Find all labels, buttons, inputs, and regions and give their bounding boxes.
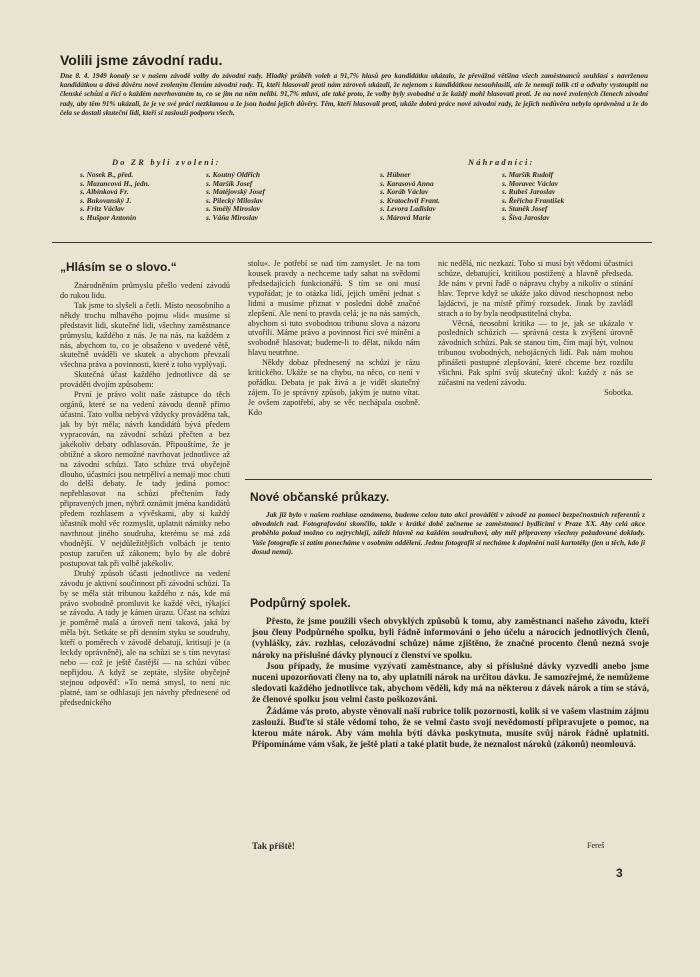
page-number: 3 — [616, 866, 623, 880]
id-cards-article-text: Jak již bylo v našem rozhlase oznámeno, budeme celou tuto akci prováděti v závodě za pomoci bezpečnostních referentů z obvodních rad. Fotografování skončilo, takže v krátké době začneme se zaměstnanci bydlícími v Praze XX. Aby celá akce proběhla pokud možno co nejrychleji, záleží hlavně na každém soudruhovi, aby měl připraveny všechny požadované doklady. Vaše fotografie si zatím ponecháme v osobním oddělení. Jednu fotografii si necháme k doplnění naší kartotéky (jen u těch, kdo ji dosud nemá). — [252, 510, 645, 556]
speech-column-c — [438, 259, 633, 398]
paragraph: Někdy dobaz přednesený na schůzi je rázu kritického. Ukáže se na chybu, na něco, co není v pořádku. Debata je pak živá a je vidět skutečný zájem. To je správný způsob, jakým je nutno vítat. Je ovšem zapotřebí, aby se věc nechápala osobně. Kdo — [248, 358, 420, 417]
substitutes-label: Náhradníci: — [468, 158, 535, 167]
section-divider — [52, 242, 652, 243]
paragraph: Druhý způsob účasti jednotlivce na vedení závodu je aktivní součinnost při závodní schůzi. Ta by se měla stát tribunou každého z nás, kde má právo svobodně promluvit ke každé věci, týkající se závodu. A tady je kámen úrazu. Účast na schůzi je poměrně malá a úroveň není taková, jaká by měla být. Setkáte se při denním styku se soudruhy, kteří o poměrech v závodě debatují, kritisují je (a leckdy oprávněně), ale na schůzi se s tím nevytasí nebo — což je ještě častější — na schůzi vůbec nepřijdou. A když se zeptáte, slyšíte obyčejně stejnou odpověď: »To nemá smysl, to není nic platné, tam se odhlasují jen návrhy přednesené od předsednického — [60, 568, 230, 707]
author-signature: Sobotka. — [604, 387, 633, 397]
list-item: s. Márová Marie — [380, 212, 431, 222]
list-item: s. Hušpor Antonín — [80, 212, 137, 222]
id-cards-article-title: Nové občanské průkazy. — [250, 490, 390, 504]
section-divider — [245, 479, 652, 480]
paragraph: Žádáme vás proto, abyste věnovali naší rubrice tolik pozornosti, kolik si ve vašem vlastním zájmu zaslouží. Buďte si stále vědomi toho, že se velmi často svojí nevědomostí připravujete o pomoc, na kterou máte nárok. Aby vám mohla býti dávka poskytnuta, musíte svůj nárok řádně uplatniti. Připomínáme vám však, že ještě platí a také platit bude, že neznalost nároků (zákonů) neomlouvá. — [252, 705, 649, 750]
list-item: s. Pilecký Miloslav — [206, 195, 263, 205]
list-item: s. Váňa Miroslav — [206, 212, 258, 222]
list-item: s. Maršík Rudolf — [502, 170, 554, 179]
paragraph: Věcná, neosobní kritika — to je, jak se ukázalo v posledních schůzích — správná cesta k zvýšení úrovně závodních schůzí. Pak se stanou tím, čím mají být, volnou tribunou svobodných, nebojácných lidí. Pak nám mohou přinášeti postupné zlepšování, které chceme bez rozdílu všichni. Pak splní svůj skutečný úkol: každý z nás se zúčastní na vedení závodu. — [438, 318, 633, 388]
list-item: s. Šíva Jaroslav — [502, 212, 550, 222]
support-society-title: Podpůrný spolek. — [250, 596, 351, 610]
elected-label: Do ZR byli zvoleni: — [112, 158, 221, 167]
list-item: s. Koutný Oldřich — [206, 170, 261, 179]
author-signature: Fereš — [587, 841, 605, 850]
list-item: s. Maršík Josef — [206, 178, 253, 188]
list-item: s. Staněk Josef — [502, 204, 548, 214]
election-article-intro: Dne 8. 4. 1949 konaly se v našem závodě volby do závodní rady. Hladký průběh voleb a 91,7% hlasů pro kandidátku ukázalo, že převážná většina všech zaměstnanců souhlasí s navrženou kandidátkou a dává důvěru nově zvoleným členům závodní rady. Ti, kteří hlasovali proti nám zároveň ukázali, že nejenom s kandidátkou nesouhlasili, ale že nemají tolik cti a odvahy vystoupiti na členské schůzi a říci o každém navrhovaném to, co se jim na něm nelíbí. 91,7% mluví, ale také proto, že volby byly svobodné a že každý mohl hlasovati proti. Je na nově zvolených členech závodní rady, aby těm 91% ukázali, že je ve své práci nezklamou a že jsou hodni jejich důvěry. Těm, kteří hlasovali proti, ukáže dobrá práce nové závodní rady, že jejich nedůvěra nebyla oprávněná a že do čela se dostali skuteční lidi, kteří si zaslouží podporu všech. — [60, 72, 648, 117]
paragraph: Skutečná účast každého jednotlivce dá se prováděti dvojím způsobem: — [60, 370, 230, 390]
paragraph: Tak jsme to slyšeli a četli. Místo neosobního a někdy trochu mlhavého pojmu »lid« musíme si představit lidi, skutečné lidi, všechny zaměstnance průmyslu, každého z nás. Je na nás, na každém z nás, abychom to, co je obsaženo v uvedené větě, skutečně uváděli ve skutek a abychom převzali všechna práva a povinnosti, které z toho vyplývají. — [60, 300, 230, 370]
list-item: s. Fritz Václav — [80, 204, 125, 214]
list-item: s. Řeřicha František — [502, 195, 565, 205]
list-item: s. Kratochvíl Frant. — [380, 195, 440, 205]
speech-column-b — [248, 259, 420, 418]
list-item: s. Levora Ladislav — [380, 204, 436, 214]
speech-article-title: „Hlásím se o slovo.“ — [60, 260, 177, 274]
list-item: s. Matějovský Josef — [206, 187, 265, 197]
list-item: s. Smělý Miroslav — [206, 204, 260, 214]
paragraph: Jsou případy, že musíme vyzývati zaměstnance, aby si příslušné dávky vyzvedli anebo jsme nuceni upozorňovati členy na to, aby uplatnili nárok na určitou dávku. Je samozřejmé, že nemůžeme sledovati každého jednotlivce tak, abychom věděli, kdy má na některou z dávek nárok a tím se stává, že členové spolku jsou velmi často poškozováni. — [252, 660, 649, 705]
list-item: s. Mazancová H., jedn. — [80, 178, 150, 188]
support-society-text — [252, 616, 649, 750]
paragraph: nic nedělá, nic nezkazí. Toho si musí být vědomi účastníci schůze, debatující, kritikou postižený a hlavně předseda. Jde nám v první řadě o nápravu chyby a nikoliv o stínání hlav. Teprve když se ukáže jako důvod neschopnost nebo lajdáctví, je na místě přímý rozsudek. Jinak by zavládl strach a to by byla neodpustitelná chyba. — [438, 259, 633, 318]
list-item: s. Bukovanský J. — [80, 195, 132, 205]
list-item: s. Koráb Václav — [380, 187, 429, 197]
elected-list-2 — [206, 171, 265, 223]
paragraph: stolu«. Je potřebí se nad tím zamyslet. Je na tom kousek pravdy a nechceme tady sahat na svědomí předsedajících funkcionářů. S tím se oni musí vypořádat; je to otázka lidí, jejich umění jednat s lidmi a musíme přiznat v poslední době značné zlepšení. Ale není to pravda celá; je na nás samých, abychom si tuto svobodnou tribunu slova a názoru utvořili. Máme právo a povinnost říci své mínění a svobodně hlasovat; budeme-li to dělat, nikdo nám hlavu neutrhne. — [248, 259, 420, 358]
paragraph: Znárodněním průmyslu přešlo vedení závodů do rukou lidu. — [60, 281, 230, 300]
list-item: s. Moravec Václav — [502, 178, 559, 188]
list-item: s. Karasová Anna — [380, 178, 434, 188]
paragraph: Přesto, že jsme použili všech obvyklých způsobů k tomu, aby zaměstnanci našeho závodu, kteří jsou členy Podpůrného spolku, byli řádně informováni o jeho účelu a nárocích jednotlivých členů, (vyhlášky, záv. rozhlas, celozávodní schůze) náme zjištěno, že značné procento členů nezná svoje nároky na příslušné dávky plynoucí z členství ve spolku. — [252, 616, 649, 660]
closing-line: Tak příště! — [252, 841, 295, 851]
list-item: s. Nosek B., před. — [80, 170, 134, 179]
list-item: s. Rubeš Jaroslav — [502, 187, 556, 197]
paragraph: První je právo volit naše zástupce do těch orgánů, které se na vedení závodu denně přímo účastní. Tato volba nebývá vždycky prováděna tak, jak by být měla; návrh kandidátů bývá předem vypracován, na závodní schůzi přečten a bez jakékoliv debaty odhlasován. Připouštíme, že je obtížné a skoro nemožné navrhovat jednotlivce až na závodní schůzi. Tato schůze trvá obyčejně dlouho, účastníci jsou netrpěliví a nemají moc chuti do delší debaty. Je tady jediná pomoc: nepřehlasovat na schůzi přečtením řady připravených jmen, nýbrž oznámit jména kandidátů předem rozhlasem a vývěskami, aby si každý účastník mohl věc rozmyslit, uplatnit námitky nebo navrhnout jiného soudruha, kterému se má zdá vhodnější. V nejdůležitějších volbách je tento postup zaručen už zákonem; bylo by ale dobré postupovat tak při volbě jakékoliv. — [60, 390, 230, 568]
substitutes-list-1 — [380, 171, 440, 223]
election-article-title: Volili jsme závodní radu. — [60, 52, 223, 68]
speech-column-a — [60, 281, 230, 708]
elected-list-1 — [80, 171, 150, 223]
list-item: s. Albínková Fr. — [80, 187, 129, 197]
list-item: s. Hübner — [380, 170, 411, 179]
substitutes-list-2 — [502, 171, 564, 223]
